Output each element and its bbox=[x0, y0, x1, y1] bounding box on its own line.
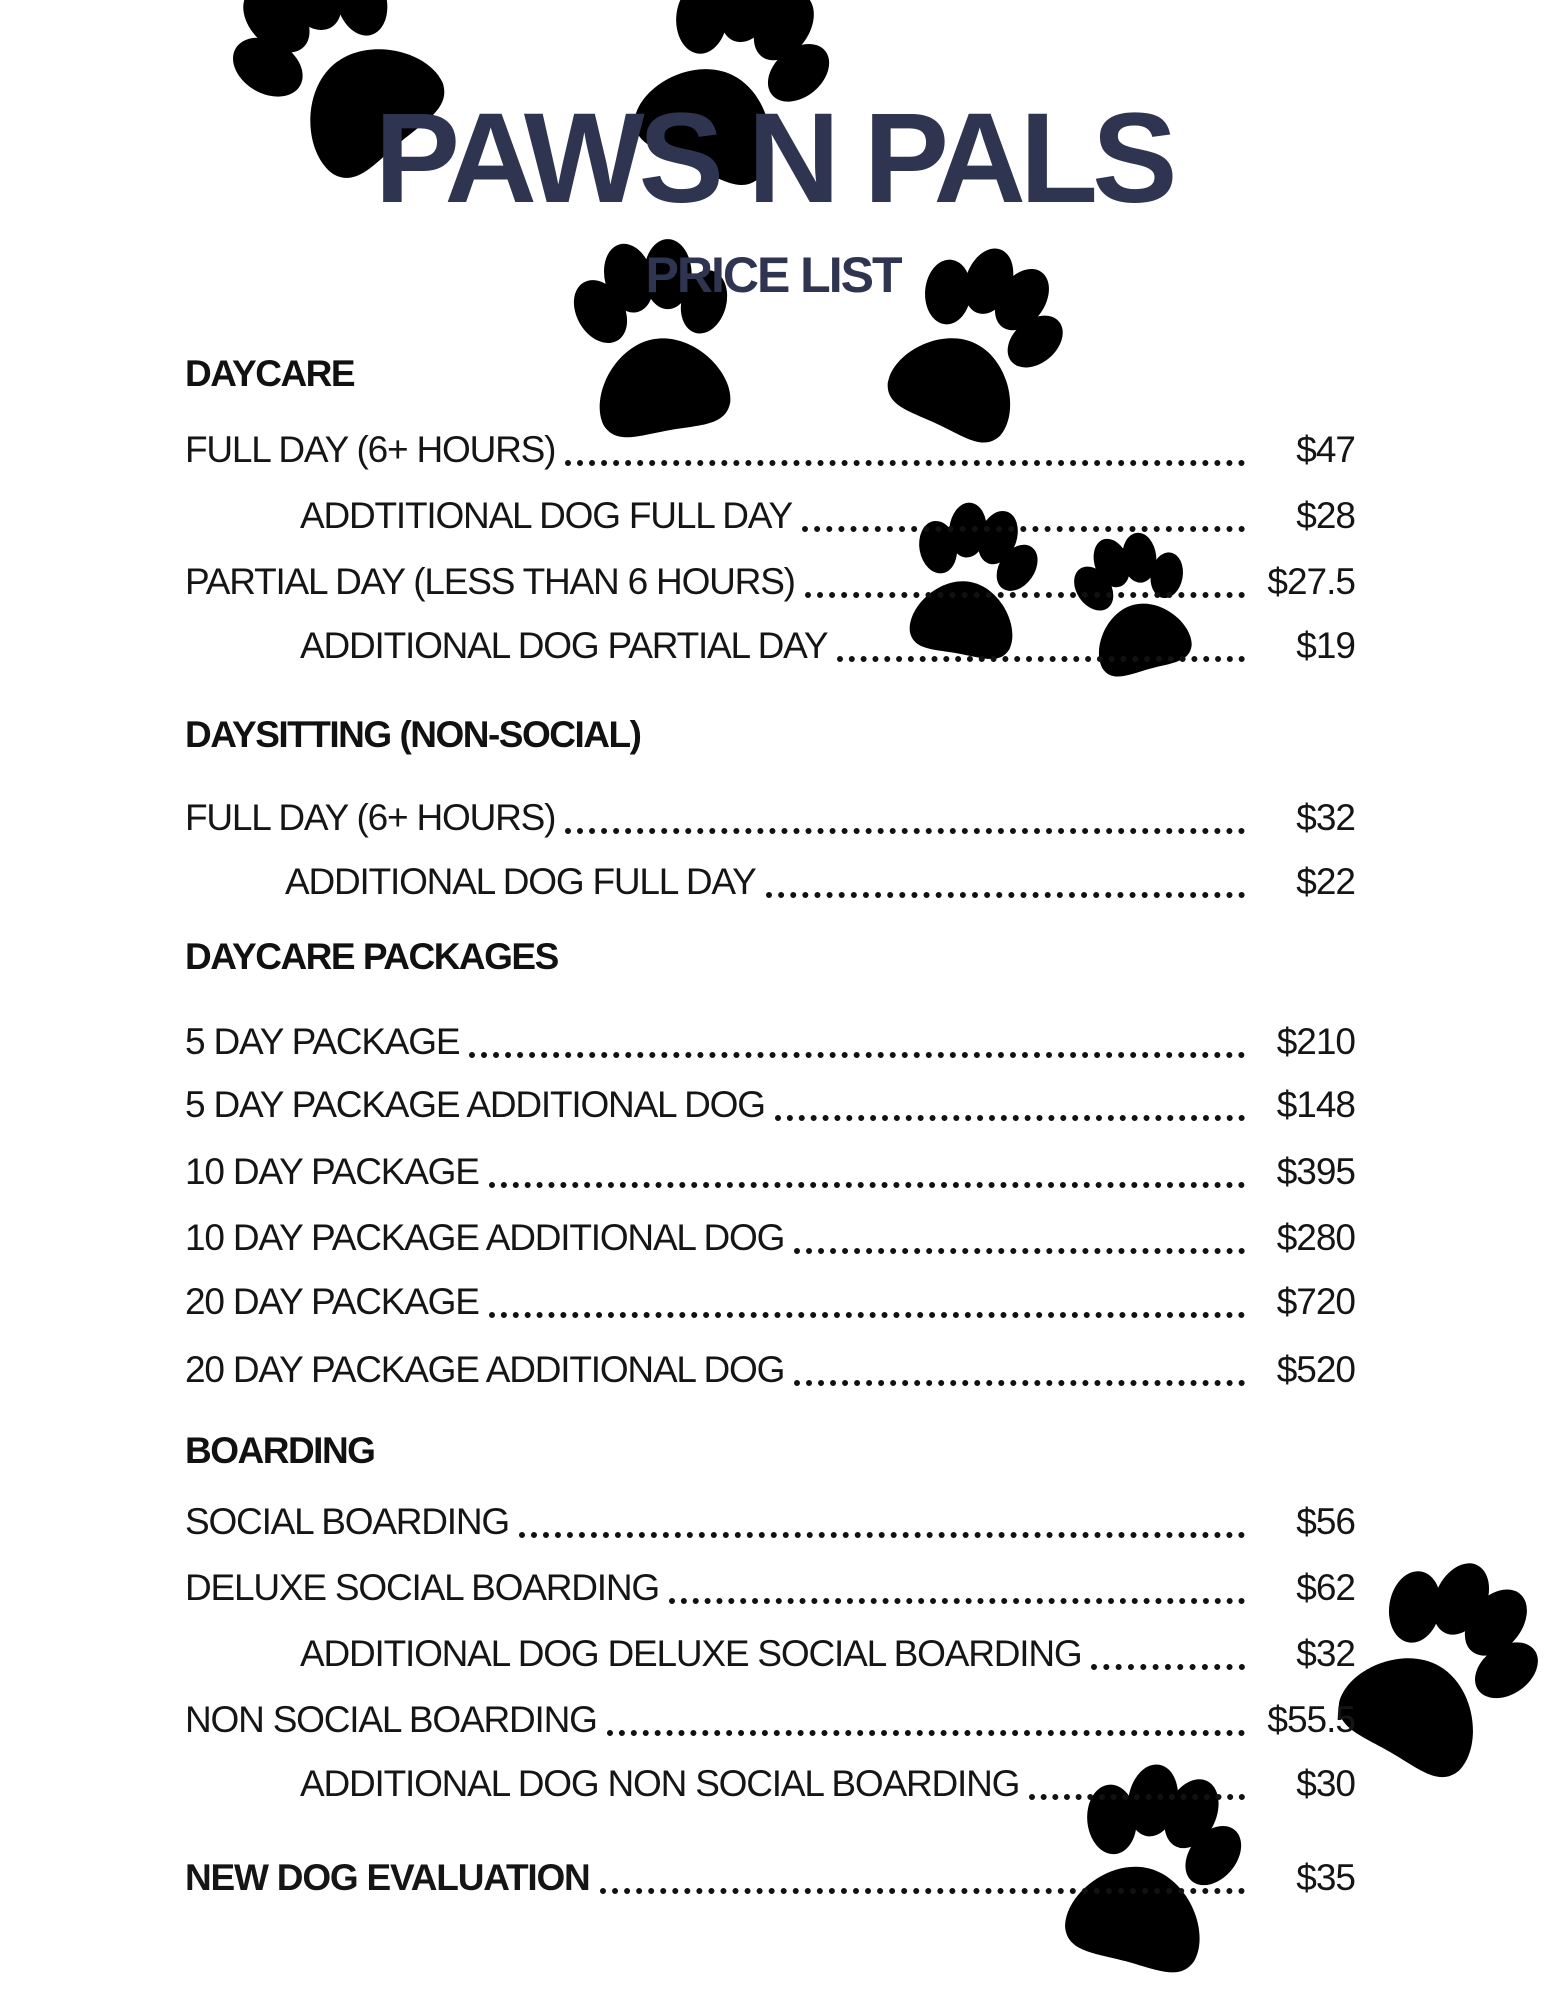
dot-leader bbox=[607, 1730, 1245, 1736]
price-row bbox=[300, 614, 1355, 664]
price-row bbox=[300, 484, 1355, 534]
dot-leader bbox=[489, 1312, 1245, 1318]
evaluation-price: $35 bbox=[1296, 1857, 1355, 1898]
item-price: $148 bbox=[1276, 1084, 1355, 1125]
item-label: ADDITIONAL DOG PARTIAL DAY bbox=[300, 625, 828, 666]
item-label: DELUXE SOCIAL BOARDING bbox=[185, 1567, 659, 1608]
item-price: $280 bbox=[1276, 1217, 1355, 1258]
dot-leader bbox=[794, 1380, 1245, 1386]
item-label: 5 DAY PACKAGE bbox=[185, 1021, 460, 1062]
item-label: FULL DAY (6+ HOURS) bbox=[185, 797, 556, 838]
dot-leader bbox=[519, 1532, 1245, 1538]
item-price: $47 bbox=[1296, 429, 1355, 470]
dot-leader bbox=[794, 1248, 1245, 1254]
item-price: $520 bbox=[1276, 1349, 1355, 1390]
dot-leader bbox=[600, 1888, 1245, 1894]
section-heading-daycare-packages: DAYCARE PACKAGES bbox=[185, 936, 558, 977]
price-list-title: PRICE LIST bbox=[645, 247, 901, 303]
item-price: $55.5 bbox=[1267, 1699, 1355, 1740]
dot-leader bbox=[565, 828, 1245, 834]
section-heading-boarding: BOARDING bbox=[185, 1430, 375, 1471]
dot-leader bbox=[1029, 1794, 1245, 1800]
item-label: 20 DAY PACKAGE ADDITIONAL DOG bbox=[185, 1349, 785, 1390]
item-price: $32 bbox=[1296, 797, 1355, 838]
item-price: $28 bbox=[1296, 495, 1355, 536]
price-row bbox=[185, 786, 1355, 836]
dot-leader bbox=[837, 656, 1245, 662]
price-row bbox=[300, 1622, 1355, 1672]
price-row bbox=[185, 1490, 1355, 1540]
dot-leader bbox=[489, 1182, 1245, 1188]
item-price: $30 bbox=[1296, 1763, 1355, 1804]
item-price: $22 bbox=[1296, 861, 1355, 902]
price-row bbox=[185, 1206, 1355, 1256]
item-label: NON SOCIAL BOARDING bbox=[185, 1699, 597, 1740]
item-label: 20 DAY PACKAGE bbox=[185, 1281, 479, 1322]
price-row bbox=[185, 1338, 1355, 1388]
item-price: $720 bbox=[1276, 1281, 1355, 1322]
item-label: 5 DAY PACKAGE ADDITIONAL DOG bbox=[185, 1084, 765, 1125]
price-row bbox=[185, 1140, 1355, 1190]
dot-leader bbox=[775, 1115, 1245, 1121]
price-row bbox=[285, 850, 1355, 900]
price-row bbox=[185, 1270, 1355, 1320]
item-label: ADDTITIONAL DOG FULL DAY bbox=[300, 495, 793, 536]
item-price: $27.5 bbox=[1267, 561, 1355, 602]
item-price: $62 bbox=[1296, 1567, 1355, 1608]
item-label: PARTIAL DAY (LESS THAN 6 HOURS) bbox=[185, 561, 795, 602]
price-row-evaluation bbox=[185, 1846, 1355, 1896]
dot-leader bbox=[802, 526, 1245, 532]
evaluation-label: NEW DOG EVALUATION bbox=[185, 1857, 590, 1898]
item-label: FULL DAY (6+ HOURS) bbox=[185, 429, 556, 470]
price-row bbox=[185, 550, 1355, 600]
business-name: PAWS N PALS bbox=[374, 87, 1172, 230]
price-row bbox=[300, 1752, 1355, 1802]
item-price: $210 bbox=[1276, 1021, 1355, 1062]
price-row bbox=[185, 1073, 1355, 1123]
dot-leader bbox=[565, 460, 1245, 466]
dot-leader bbox=[805, 592, 1245, 598]
item-price: $56 bbox=[1296, 1501, 1355, 1542]
item-label: ADDITIONAL DOG NON SOCIAL BOARDING bbox=[300, 1763, 1020, 1804]
price-row bbox=[185, 1010, 1355, 1060]
item-label: 10 DAY PACKAGE ADDITIONAL DOG bbox=[185, 1217, 785, 1258]
dot-leader bbox=[1091, 1664, 1245, 1670]
dot-leader bbox=[669, 1598, 1245, 1604]
price-row bbox=[185, 1556, 1355, 1606]
item-label: ADDITIONAL DOG DELUXE SOCIAL BOARDING bbox=[300, 1633, 1082, 1674]
item-label: SOCIAL BOARDING bbox=[185, 1501, 509, 1542]
section-heading-daycare: DAYCARE bbox=[185, 353, 355, 394]
price-row bbox=[185, 418, 1355, 468]
item-price: $19 bbox=[1296, 625, 1355, 666]
dot-leader bbox=[766, 892, 1245, 898]
item-label: ADDITIONAL DOG FULL DAY bbox=[285, 861, 756, 902]
item-label: 10 DAY PACKAGE bbox=[185, 1151, 479, 1192]
dot-leader bbox=[469, 1052, 1245, 1058]
item-price: $395 bbox=[1276, 1151, 1355, 1192]
price-row bbox=[185, 1688, 1355, 1738]
section-heading-daysitting: DAYSITTING (NON-SOCIAL) bbox=[185, 714, 641, 755]
item-price: $32 bbox=[1296, 1633, 1355, 1674]
